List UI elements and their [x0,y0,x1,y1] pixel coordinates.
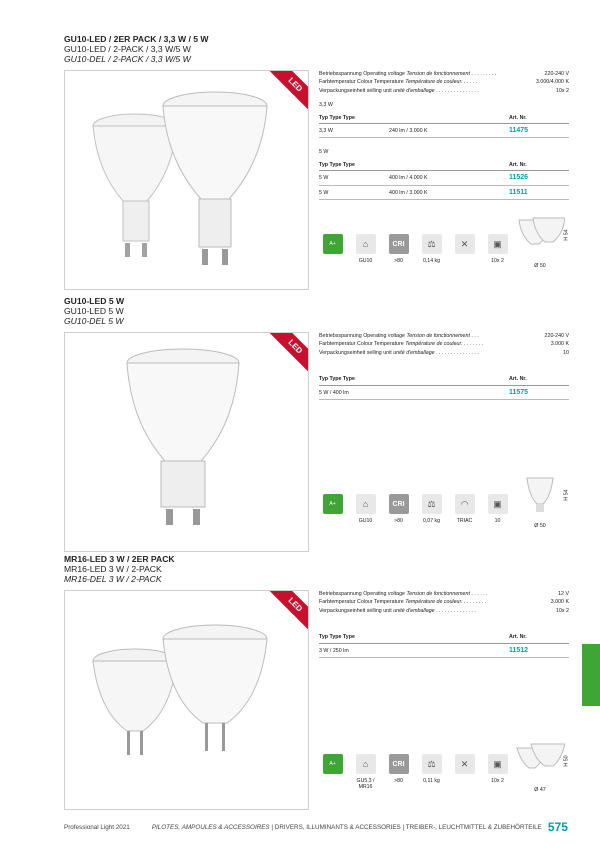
spec-row-selling-unit: Verpackungseinheit selling unit unité d'emballage . . . . . . . . . . . . . . 10x 2 [319,607,569,614]
section-title: MR16-LED 3 W / 2ER PACK MR16-LED 3 W / 2-PACK MR16-DEL 3 W / 2-PACK [64,554,175,584]
spec-block [319,590,569,658]
table-header: Typ Type Type Art. Nr. [319,631,569,643]
spec-row-voltage: Betriebsspannung Operating voltage Tension de fonctionnement . . . 220-240 V [319,333,569,339]
feature-icons: A+ ⌂ GU10 CRI >80 ⚖ 0,07 kg ◠ TRIAC ▣ 10 [319,494,511,524]
spec-row-voltage: Betriebsspannung Operating voltage Tension de fonctionnement . . . . . . 12 V [319,591,569,597]
package-icon: ▣ [488,494,508,514]
product-section-mr16-2pack [64,554,578,793]
table-row: 3,3 W 240 lm / 3.000 K 11475 [319,124,569,138]
spec-row-color-temp: Farbtemperatur Colour Temperature Température de couleur. . . . . . . . . 3.000 K [319,599,569,606]
product-image [64,70,309,290]
table-row: 5 W 400 lm / 4.000 K 11526 [319,171,569,185]
article-number: 11512 [509,646,529,654]
dimmable-triac-icon: ◠ [455,494,475,514]
socket-icon: ⌂ [356,754,376,774]
dimension-drawing [510,214,570,269]
spec-row-selling-unit: Verpackungseinheit selling unit unité d'emballage . . . . . . . . . . . . . . . 10x 2 [319,87,569,94]
table-header: Typ Type Type Art. Nr. [319,112,569,124]
section-title: GU10-LED 5 W GU10-LED 5 W GU10-DEL 5 W [64,296,125,326]
article-number: 11511 [509,188,528,196]
socket-icon: ⌂ [356,494,376,514]
spec-row-color-temp: Farbtemperatur Colour Temperature Température de couleur. . . . . . . . 3.000 K [319,341,569,348]
footer-brand: Professional Light 2021 [64,823,130,831]
bulb-illustration [65,71,309,290]
led-badge: LED [265,332,309,377]
table-header: Typ Type Type Art. Nr. [319,159,569,171]
spec-row-color-temp: Farbtemperatur Colour Temperature Température de couleur. . . . . . 3.000/4.000 K [319,79,569,86]
bulb-thumbnail [525,474,555,516]
bulb-illustration [65,333,309,552]
bulb-illustration [65,591,309,810]
spec-block [319,332,569,400]
feature-icons: A+ ⌂ GU5,3 / MR16 CRI >80 ⚖ 0,11 kg ✕ ▣ 10x 2 [319,754,511,790]
product-image [64,590,309,810]
cri-icon: CRI [389,754,409,774]
weight-icon: ⚖ [422,754,442,774]
footer-category: PILOTES, AMPOULES & ACCESSOIRES | DRIVERS, ILLUMINANTS & ACCESSORIES | TREIBER-, LEUCHTMITTEL & ZUBEHÖRTEILE [151,823,542,831]
spec-block [319,70,569,200]
height-label: H 50 [563,755,570,767]
section-title: GU10-LED / 2ER PACK / 3,3 W / 5 W GU10-LED / 2-PACK / 3,3 W/5 W GU10-DEL / 2-PACK / 3,3 W/5 W [64,34,209,64]
led-badge: LED [265,70,309,115]
weight-icon: ⚖ [422,494,442,514]
product-image [64,332,309,552]
table-header: Typ Type Type Art. Nr. [319,373,569,385]
bulb-thumbnail [515,214,565,256]
article-number: 11575 [509,388,529,396]
cri-icon: CRI [389,494,409,514]
diameter-label: Ø 47 [534,787,546,793]
height-label: H 54 [563,229,570,241]
spec-row-selling-unit: Verpackungseinheit selling unit unité d'emballage . . . . . . . . . . . . . . . 10 [319,349,569,356]
article-number: 11475 [509,127,529,135]
group-label: 3,3 W [319,102,333,109]
diameter-label: Ø 50 [534,263,546,269]
article-number: 11526 [509,174,529,182]
page-number: 575 [547,820,568,834]
socket-icon: ⌂ [356,234,376,254]
diameter-label: Ø 50 [534,523,546,529]
product-section-gu10-2pack [64,34,578,269]
product-section-gu10-5w [64,296,578,529]
energy-class-icon: A+ [323,754,343,774]
table-row: 5 W 400 lm / 3.000 K 11511 [319,186,569,200]
table-row: 5 W / 400 lm 11575 [319,386,569,400]
package-icon: ▣ [488,234,508,254]
feature-icons: A+ ⌂ GU10 CRI >80 ⚖ 0,14 kg ✕ ▣ 10x 2 [319,234,511,264]
energy-class-icon: A+ [323,234,343,254]
dimension-drawing [510,740,570,793]
chapter-tab [582,644,600,706]
energy-class-icon: A+ [323,494,343,514]
no-dimming-icon: ✕ [455,234,475,254]
bulb-thumbnail [515,740,565,780]
spec-row-voltage: Betriebsspannung Operating voltage Tension de fonctionnement . . . . . . . . . 220-240 V [319,71,569,77]
group-label: 5 W [319,149,329,156]
dimension-drawing [510,474,570,529]
height-label: H 54 [563,489,570,501]
led-badge: LED [265,590,309,635]
weight-icon: ⚖ [422,234,442,254]
table-row: 3 W / 250 lm 11512 [319,644,569,658]
cri-icon: CRI [389,234,409,254]
package-icon: ▣ [488,754,508,774]
page-footer [64,820,568,834]
no-dimming-icon: ✕ [455,754,475,774]
